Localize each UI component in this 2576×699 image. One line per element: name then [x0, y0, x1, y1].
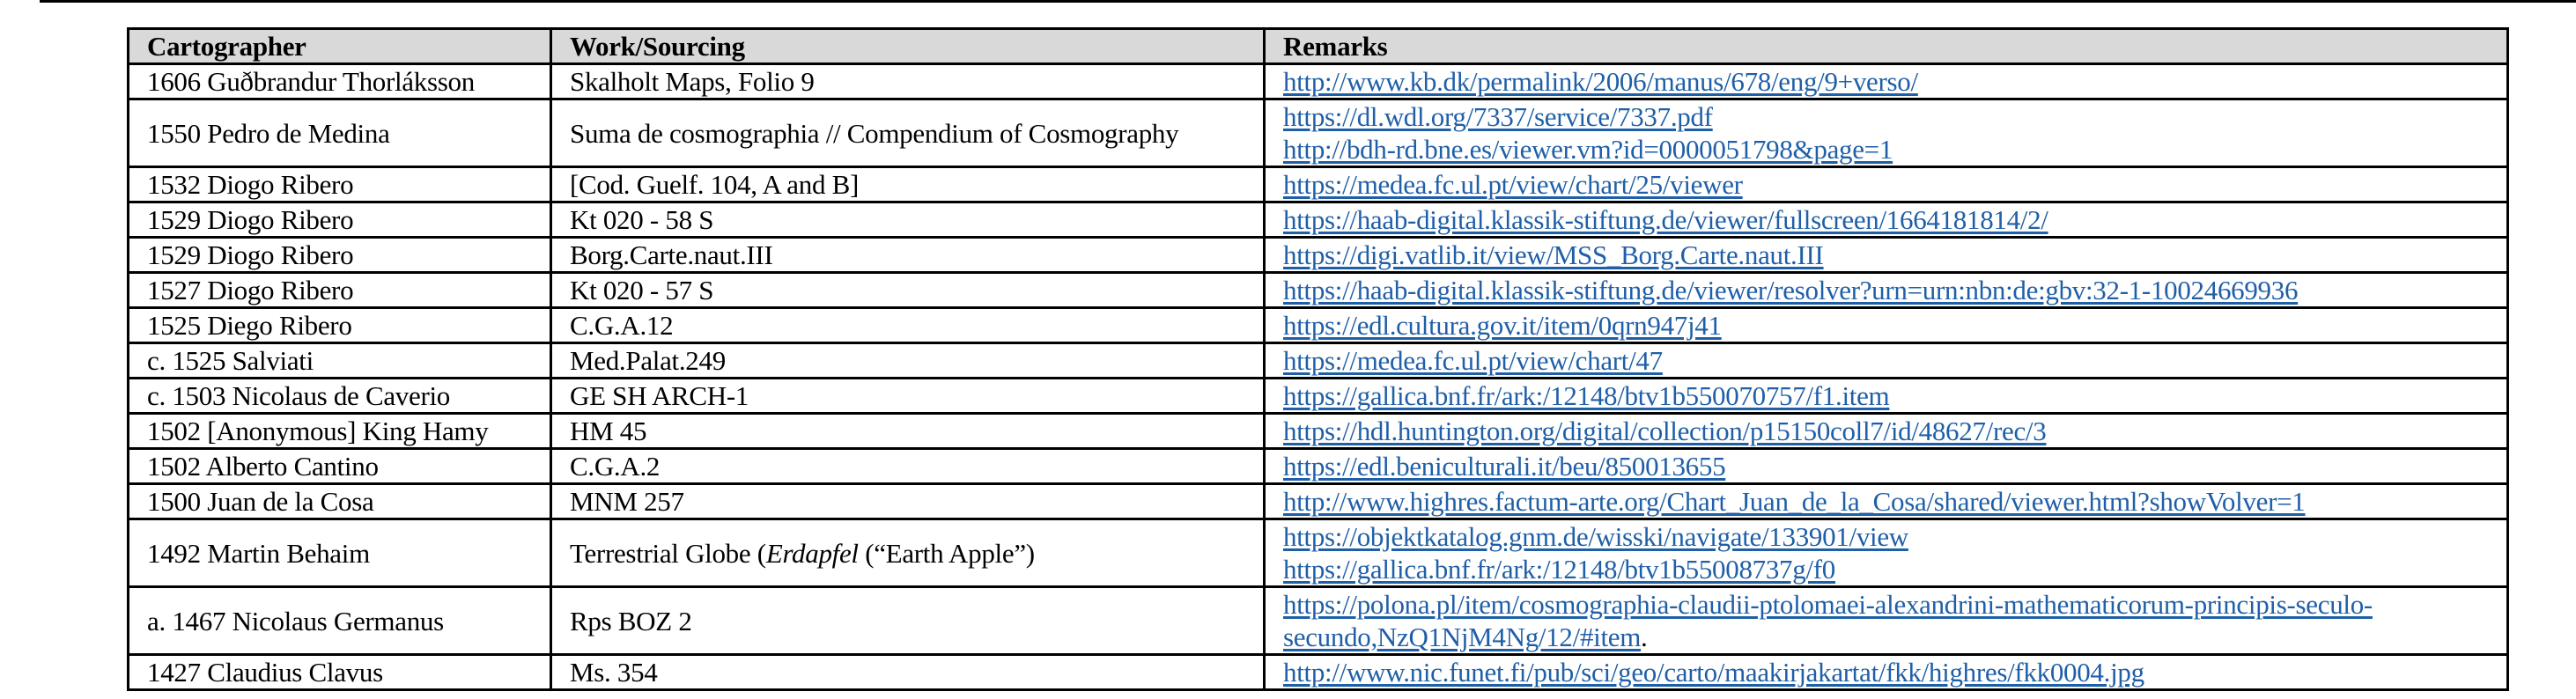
- work-cell: Ms. 354: [551, 655, 1265, 690]
- remarks-cell: [1265, 308, 2508, 343]
- remarks-cell: [1265, 484, 2508, 519]
- table-header-row: [129, 29, 2508, 64]
- source-link[interactable]: https://edl.beniculturali.it/beu/850013655: [1283, 451, 1726, 482]
- table-row: [129, 167, 2508, 202]
- top-rule: [40, 0, 2576, 3]
- remarks-cell: [1265, 655, 2508, 690]
- header-work-sourcing: Work/Sourcing: [551, 29, 1265, 64]
- table-row: [129, 308, 2508, 343]
- remarks-cell: [1265, 273, 2508, 308]
- table-row: [129, 343, 2508, 379]
- source-link[interactable]: https://objektkatalog.gnm.de/wisski/navigate/133901/view: [1283, 521, 1908, 552]
- work-cell: Med.Palat.249: [551, 343, 1265, 379]
- source-link[interactable]: https://edl.cultura.gov.it/item/0qrn947j41: [1283, 310, 1722, 341]
- remarks-cell: [1265, 519, 2508, 587]
- cartographer-cell: 1525 Diego Ribero: [129, 308, 551, 343]
- remarks-cell: [1265, 202, 2508, 238]
- source-link[interactable]: secundo,NzQ1NjM4Ng/12/#item: [1283, 622, 1642, 652]
- table-row: [129, 449, 2508, 484]
- work-cell: MNM 257: [551, 484, 1265, 519]
- remarks-cell: [1265, 449, 2508, 484]
- table-row: [129, 414, 2508, 449]
- source-link[interactable]: https://medea.fc.ul.pt/view/chart/47: [1283, 345, 1663, 376]
- work-text: Terrestrial Globe (: [570, 537, 766, 569]
- remarks-cell: [1265, 587, 2508, 655]
- cartographer-cell: 1550 Pedro de Medina: [129, 99, 551, 167]
- table-row: [129, 379, 2508, 414]
- cartographer-cell: 1500 Juan de la Cosa: [129, 484, 551, 519]
- table-row: [129, 519, 2508, 587]
- cartographer-cell: a. 1467 Nicolaus Germanus: [129, 587, 551, 655]
- cartographer-cell: 1502 [Anonymous] King Hamy: [129, 414, 551, 449]
- work-cell: [Cod. Guelf. 104, A and B]: [551, 167, 1265, 202]
- source-link[interactable]: https://haab-digital.klassik-stiftung.de/viewer/resolver?urn=urn:nbn:de:gbv:32-1-10024669936: [1283, 275, 2299, 305]
- work-cell: Kt 020 - 58 S: [551, 202, 1265, 238]
- cartographer-cell: 1527 Diogo Ribero: [129, 273, 551, 308]
- work-cell: GE SH ARCH-1: [551, 379, 1265, 414]
- work-cell: [551, 519, 1265, 587]
- source-link[interactable]: http://bdh-rd.bne.es/viewer.vm?id=0000051798&page=1: [1283, 134, 1893, 165]
- cartographer-cell: 1427 Claudius Clavus: [129, 655, 551, 690]
- source-link[interactable]: https://haab-digital.klassik-stiftung.de/viewer/fullscreen/1664181814/2/: [1283, 204, 2048, 235]
- source-link[interactable]: https://dl.wdl.org/7337/service/7337.pdf: [1283, 101, 1713, 132]
- work-cell: Skalholt Maps, Folio 9: [551, 64, 1265, 99]
- cartographer-cell: 1529 Diogo Ribero: [129, 202, 551, 238]
- header-cartographer: Cartographer: [129, 29, 551, 64]
- cartographer-cell: 1532 Diogo Ribero: [129, 167, 551, 202]
- cartographer-cell: 1606 Guðbrandur Thorláksson: [129, 64, 551, 99]
- source-link[interactable]: http://www.nic.funet.fi/pub/sci/geo/carto/maakirjakartat/fkk/highres/fkk0004.jpg: [1283, 657, 2144, 688]
- cartographer-cell: c. 1525 Salviati: [129, 343, 551, 379]
- source-link[interactable]: http://www.kb.dk/permalink/2006/manus/678/eng/9+verso/: [1283, 66, 1918, 97]
- source-link[interactable]: http://www.highres.factum-arte.org/Chart_Juan_de_la_Cosa/shared/viewer.html?showVolver=1: [1283, 486, 2306, 517]
- source-link[interactable]: https://digi.vatlib.it/view/MSS_Borg.Carte.naut.III: [1283, 239, 1824, 270]
- work-cell: C.G.A.2: [551, 449, 1265, 484]
- table-row: [129, 99, 2508, 167]
- remarks-cell: [1265, 238, 2508, 273]
- work-cell: HM 45: [551, 414, 1265, 449]
- header-remarks: Remarks: [1265, 29, 2508, 64]
- source-link[interactable]: https://hdl.huntington.org/digital/collection/p15150coll7/id/48627/rec/3: [1283, 416, 2047, 446]
- remarks-cell: [1265, 343, 2508, 379]
- work-text-italic: Erdapfel: [765, 537, 859, 569]
- work-cell: Borg.Carte.naut.III: [551, 238, 1265, 273]
- table-row: [129, 655, 2508, 690]
- source-link[interactable]: https://gallica.bnf.fr/ark:/12148/btv1b55008737g/f0: [1283, 554, 1835, 585]
- source-link[interactable]: https://polona.pl/item/cosmographia-claudii-ptolomaei-alexandrini-mathematicorum-principis-seculo-: [1283, 589, 2373, 620]
- table-row: [129, 64, 2508, 99]
- table-row: [129, 238, 2508, 273]
- work-cell: Kt 020 - 57 S: [551, 273, 1265, 308]
- work-cell: C.G.A.12: [551, 308, 1265, 343]
- cartographer-cell: 1529 Diogo Ribero: [129, 238, 551, 273]
- trailing-period: .: [1641, 622, 1648, 652]
- remarks-cell: [1265, 99, 2508, 167]
- source-link[interactable]: https://medea.fc.ul.pt/view/chart/25/viewer: [1283, 169, 1743, 200]
- cartographer-cell: 1502 Alberto Cantino: [129, 449, 551, 484]
- work-cell: Suma de cosmographia // Compendium of Cosmography: [551, 99, 1265, 167]
- table-row: [129, 202, 2508, 238]
- table-row: [129, 484, 2508, 519]
- source-link[interactable]: https://gallica.bnf.fr/ark:/12148/btv1b550070757/f1.item: [1283, 380, 1890, 411]
- table-row: [129, 273, 2508, 308]
- remarks-cell: [1265, 379, 2508, 414]
- table-row: [129, 587, 2508, 655]
- work-cell: Rps BOZ 2: [551, 587, 1265, 655]
- work-text: (“Earth Apple”): [858, 537, 1035, 569]
- cartographer-cell: 1492 Martin Behaim: [129, 519, 551, 587]
- cartographer-cell: c. 1503 Nicolaus de Caverio: [129, 379, 551, 414]
- cartographers-table: [127, 27, 2509, 691]
- remarks-cell: [1265, 167, 2508, 202]
- remarks-cell: [1265, 64, 2508, 99]
- remarks-cell: [1265, 414, 2508, 449]
